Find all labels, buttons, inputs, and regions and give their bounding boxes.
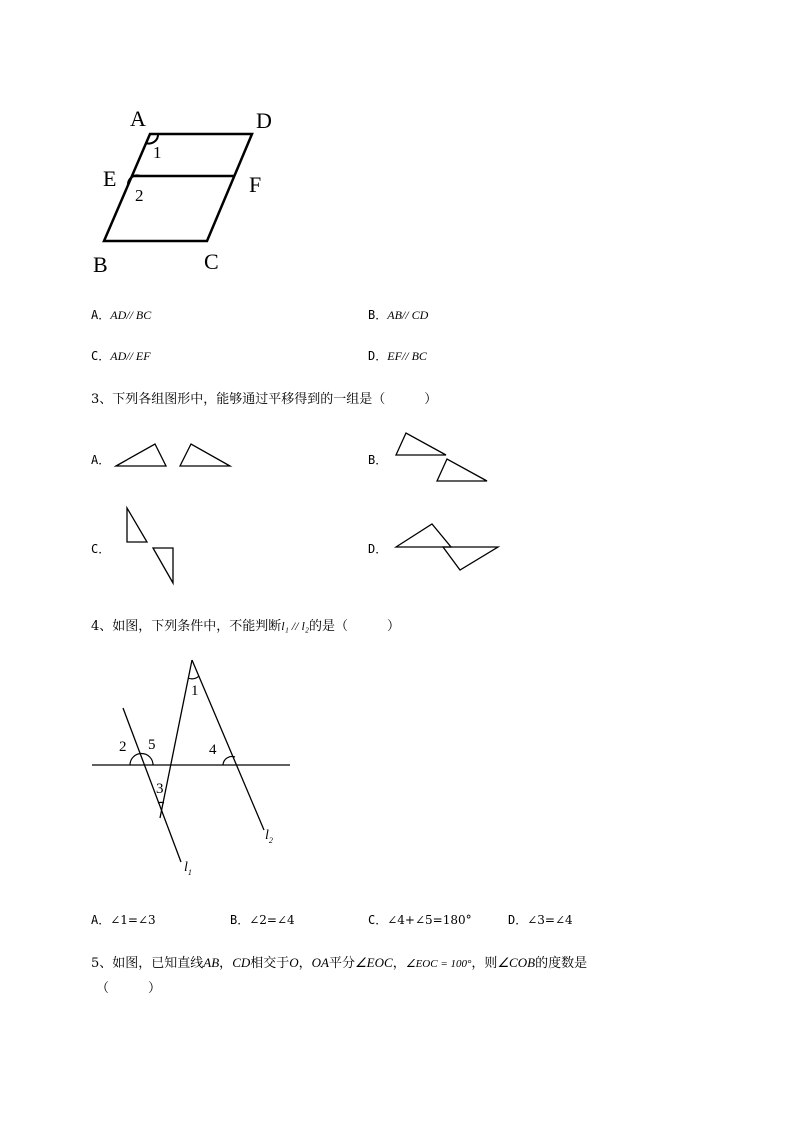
- q4-stem-before: 4、如图，下列条件中，不能判断: [91, 619, 282, 634]
- q4-stem-after: 的是（ ）: [308, 619, 400, 634]
- line-label-l2-letter: l: [265, 828, 269, 843]
- q5-o: O: [289, 955, 299, 970]
- q3-option-a-letter[interactable]: A．: [91, 453, 111, 467]
- q5-oa: OA: [311, 955, 330, 970]
- vertex-label-e: E: [103, 166, 117, 191]
- angle-label-2: 2: [135, 186, 144, 205]
- option-text: AB// CD: [387, 308, 429, 322]
- q3-option-d-letter[interactable]: D．: [368, 542, 388, 556]
- vertex-label-f: F: [249, 172, 262, 197]
- q5-answer-paren: （ ）: [96, 981, 162, 996]
- option-letter: D．: [368, 349, 388, 363]
- option-text: ∠3=∠4: [527, 913, 573, 927]
- option-letter: A．: [91, 913, 111, 927]
- q5-stem: [91, 952, 587, 971]
- q5-text-4: ，: [298, 956, 312, 971]
- q3-option-c-letter[interactable]: C．: [91, 542, 111, 556]
- option-text: ∠1=∠3: [110, 913, 156, 927]
- option-letter: B．: [230, 913, 250, 927]
- q5-eoc: ∠EOC: [355, 955, 393, 970]
- line-l1: [123, 708, 181, 862]
- option-text: EF// BC: [387, 349, 427, 363]
- option-text: AD// EF: [110, 349, 151, 363]
- q4-option-a[interactable]: [91, 911, 156, 928]
- q3-option-b-letter[interactable]: B．: [368, 453, 388, 467]
- q5-cob: ∠COB: [497, 955, 536, 970]
- option-text: ∠4+∠5=180°: [387, 913, 472, 927]
- line-label-l1: [184, 860, 192, 877]
- q5-text-5: 平分: [329, 956, 356, 971]
- angle-label-4: 4: [209, 742, 217, 758]
- q5-cd: CD: [232, 955, 251, 970]
- option-letter: D．: [508, 913, 528, 927]
- angle-label-5: 5: [148, 737, 156, 753]
- vertex-label-d: D: [256, 108, 272, 133]
- vertex-label-c: C: [204, 249, 219, 274]
- q4-option-c[interactable]: [368, 911, 472, 928]
- q4-option-d[interactable]: [508, 911, 573, 928]
- angle-1-arc: [188, 676, 199, 679]
- vertex-label-b: B: [93, 252, 108, 277]
- option-text: ∠2=∠4: [249, 913, 295, 927]
- q5-text-6: ，: [392, 956, 406, 971]
- q5-text-2: ，: [219, 956, 233, 971]
- q5-text-8: 的度数是: [535, 956, 588, 971]
- q5-text-7: ，则: [471, 956, 498, 971]
- angle-label-1: 1: [191, 683, 199, 699]
- option-letter: C．: [368, 913, 388, 927]
- vertex-label-a: A: [130, 106, 146, 131]
- q5-text-3: 相交于: [250, 956, 290, 971]
- line-label-l2: [265, 828, 273, 845]
- option-text: AD// BC: [110, 308, 152, 322]
- q5-eoc-eq: ∠EOC = 100°: [405, 958, 472, 970]
- line-label-l1-sub: 1: [187, 867, 192, 877]
- q5-ab: AB: [203, 955, 220, 970]
- angle-label-2: 2: [119, 739, 127, 755]
- angle-label-3: 3: [156, 781, 164, 797]
- q4-stem-math: l₁ // l₂: [281, 619, 309, 633]
- q3-stem: 3、下列各组图形中，能够通过平移得到的一组是（ ）: [91, 392, 438, 407]
- transversal: [160, 660, 192, 818]
- angle-3-arc: [158, 802, 164, 803]
- line-label-l2-sub: 2: [268, 835, 273, 845]
- option-letter: C．: [91, 349, 111, 363]
- q4-option-b[interactable]: [230, 911, 295, 928]
- line-label-l1-letter: l: [184, 860, 188, 875]
- angle-label-1: 1: [153, 143, 162, 162]
- option-letter: A．: [91, 308, 111, 322]
- line-l2: [192, 660, 264, 830]
- angle-2-5-arc: [130, 754, 153, 766]
- q5-text-1: 5、如图，已知直线: [91, 956, 204, 971]
- option-letter: B．: [368, 308, 388, 322]
